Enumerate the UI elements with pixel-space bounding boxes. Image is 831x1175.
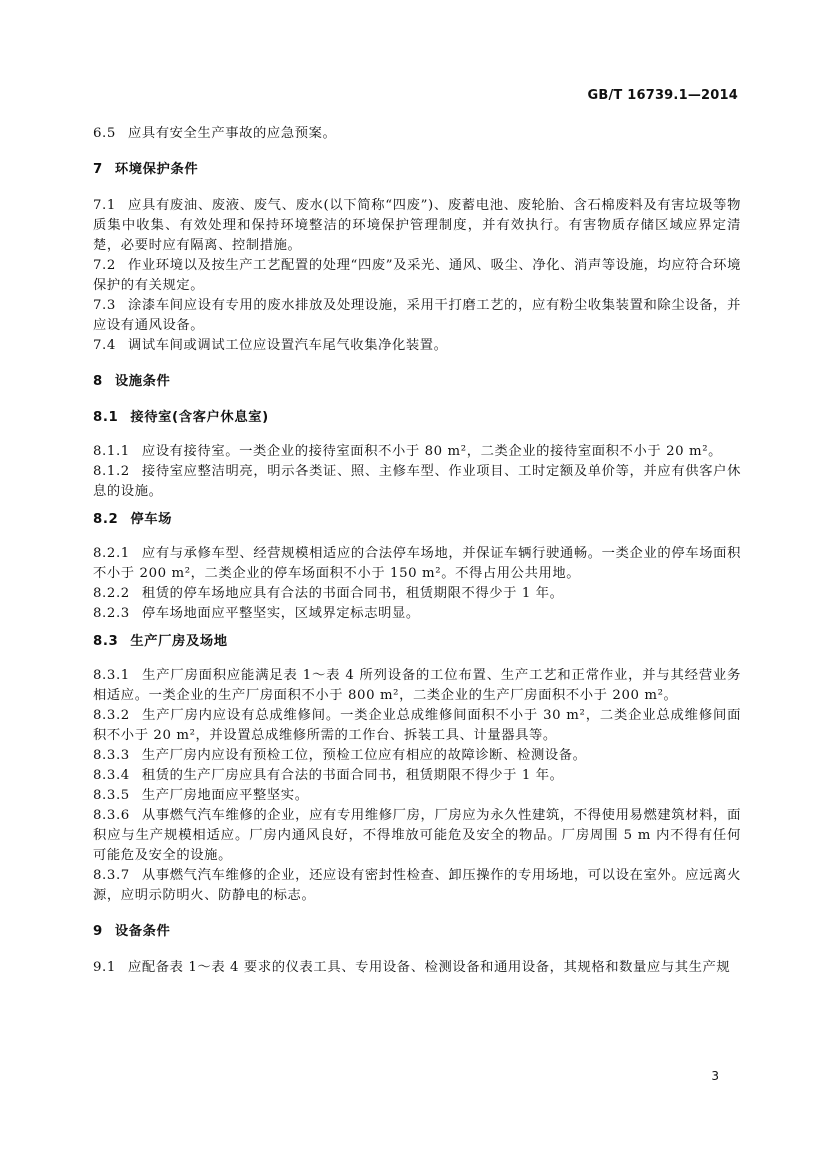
clause-text: 从事燃气汽车维修的企业，还应设有密封性检查、卸压操作的专用场地，可以设在室外。应远离火源，应明示防明火、防静电的标志。 [93,868,741,903]
clause-number: 8.2.2 [93,586,130,601]
subsection-number: 8.3 [93,634,119,649]
section-title: 设备条件 [114,924,171,939]
subsection-title: 停车场 [130,512,173,527]
section-title: 环境保护条件 [114,162,199,177]
section-number: 7 [93,162,103,177]
document-code: GB/T 16739.1—2014 [587,88,738,103]
section-title: 设施条件 [114,374,171,389]
clause-number: 8.3.6 [93,808,130,823]
clause-text: 调试车间或调试工位应设置汽车尾气收集净化装置。 [127,338,448,353]
clause-number: 8.3.2 [93,708,130,723]
clause-8-3-3 [93,746,741,766]
subsection-8-2-heading [93,510,741,530]
clause-text: 应具有废油、废液、废气、废水(以下简称“四废”)、废蓄电池、废轮胎、含石棉废料及有害垃圾等物质集中收集、有效处理和保持环境整洁的环境保护管理制度，并有效执行。有害物质存储区域应界定清楚，必要时应有隔离、控制措施。 [93,198,741,253]
clause-number: 9.1 [93,960,116,975]
clause-text: 应具有安全生产事故的应急预案。 [127,126,337,141]
clause-6-5 [93,124,741,144]
subsection-number: 8.2 [93,512,119,527]
clause-text: 应配备表 1～表 4 要求的仪表工具、专用设备、检测设备和通用设备，其规格和数量应与其生产规 [127,960,731,975]
page-number: 3 [711,1069,719,1083]
clause-text: 停车场地面应平整坚实，区域界定标志明显。 [141,606,420,621]
clause-7-1 [93,196,741,256]
clause-8-3-6 [93,806,741,866]
clause-8-2-1 [93,544,741,584]
clause-number: 6.5 [93,126,116,141]
clause-number: 8.1.1 [93,444,130,459]
clause-text: 生产厂房地面应平整坚实。 [141,788,309,803]
clause-number: 8.3.5 [93,788,130,803]
clause-8-1-1 [93,442,741,462]
subsection-title: 接待室(含客户休息室) [130,410,269,425]
clause-text: 租赁的生产厂房应具有合法的书面合同书，租赁期限不得少于 1 年。 [141,768,564,783]
clause-text: 作业环境以及按生产工艺配置的处理“四废”及采光、通风、吸尘、净化、消声等设施，均应符合环境保护的有关规定。 [93,258,741,293]
section-9-heading [93,922,741,942]
clause-number: 8.3.1 [93,668,130,683]
clause-text: 生产厂房内应设有预检工位，预检工位应有相应的故障诊断、检测设备。 [141,748,587,763]
clause-number: 7.4 [93,338,116,353]
clause-text: 生产厂房内应设有总成维修间。一类企业总成维修间面积不小于 30 m²，二类企业总成维修间面积不小于 20 m²，并设置总成维修所需的工作台、拆装工具、计量器具等。 [93,708,741,743]
clause-9-1 [93,958,741,978]
clause-7-3 [93,296,741,336]
section-number: 8 [93,374,103,389]
clause-8-3-2 [93,706,741,746]
section-number: 9 [93,924,103,939]
clause-text: 从事燃气汽车维修的企业，应有专用维修厂房，厂房应为永久性建筑，不得使用易燃建筑材料，面积应与生产规模相适应。厂房内通风良好，不得堆放可能危及安全的物品。厂房周围 5 m 内不得有任何可能危及安全的设施。 [93,808,741,863]
clause-8-3-4 [93,766,741,786]
clause-8-3-5 [93,786,741,806]
page-body [93,118,741,978]
clause-7-2 [93,256,741,296]
clause-8-2-3 [93,604,741,624]
clause-text: 涂漆车间应设有专用的废水排放及处理设施，采用干打磨工艺的，应有粉尘收集装置和除尘设备，并应设有通风设备。 [93,298,741,333]
clause-8-3-1 [93,666,741,706]
subsection-title: 生产厂房及场地 [130,634,228,649]
clause-number: 7.1 [93,198,116,213]
clause-8-3-7 [93,866,741,906]
clause-text: 生产厂房面积应能满足表 1～表 4 所列设备的工位布置、生产工艺和正常作业，并与其经营业务相适应。一类企业的生产厂房面积不小于 800 m²，二类企业的生产厂房面积不小于 200 m²。 [93,668,741,703]
clause-number: 8.3.3 [93,748,130,763]
clause-text: 接待室应整洁明亮，明示各类证、照、主修车型、作业项目、工时定额及单价等，并应有供客户休息的设施。 [93,464,741,499]
clause-8-2-2 [93,584,741,604]
clause-text: 应设有接待室。一类企业的接待室面积不小于 80 m²，二类企业的接待室面积不小于 20 m²。 [141,444,723,459]
subsection-number: 8.1 [93,410,119,425]
clause-number: 8.3.4 [93,768,130,783]
clause-number: 8.1.2 [93,464,130,479]
clause-8-1-2 [93,462,741,502]
section-7-heading [93,160,741,180]
subsection-8-3-heading [93,632,741,652]
clause-text: 租赁的停车场地应具有合法的书面合同书，租赁期限不得少于 1 年。 [141,586,564,601]
clause-number: 8.3.7 [93,868,130,883]
clause-text: 应有与承修车型、经营规模相适应的合法停车场地，并保证车辆行驶通畅。一类企业的停车场面积不小于 200 m²，二类企业的停车场面积不小于 150 m²。不得占用公共用地。 [93,546,741,581]
subsection-8-1-heading [93,408,741,428]
clause-number: 7.2 [93,258,116,273]
clause-number: 8.2.1 [93,546,130,561]
clause-7-4 [93,336,741,356]
clause-number: 7.3 [93,298,116,313]
section-8-heading [93,372,741,392]
clause-number: 8.2.3 [93,606,130,621]
